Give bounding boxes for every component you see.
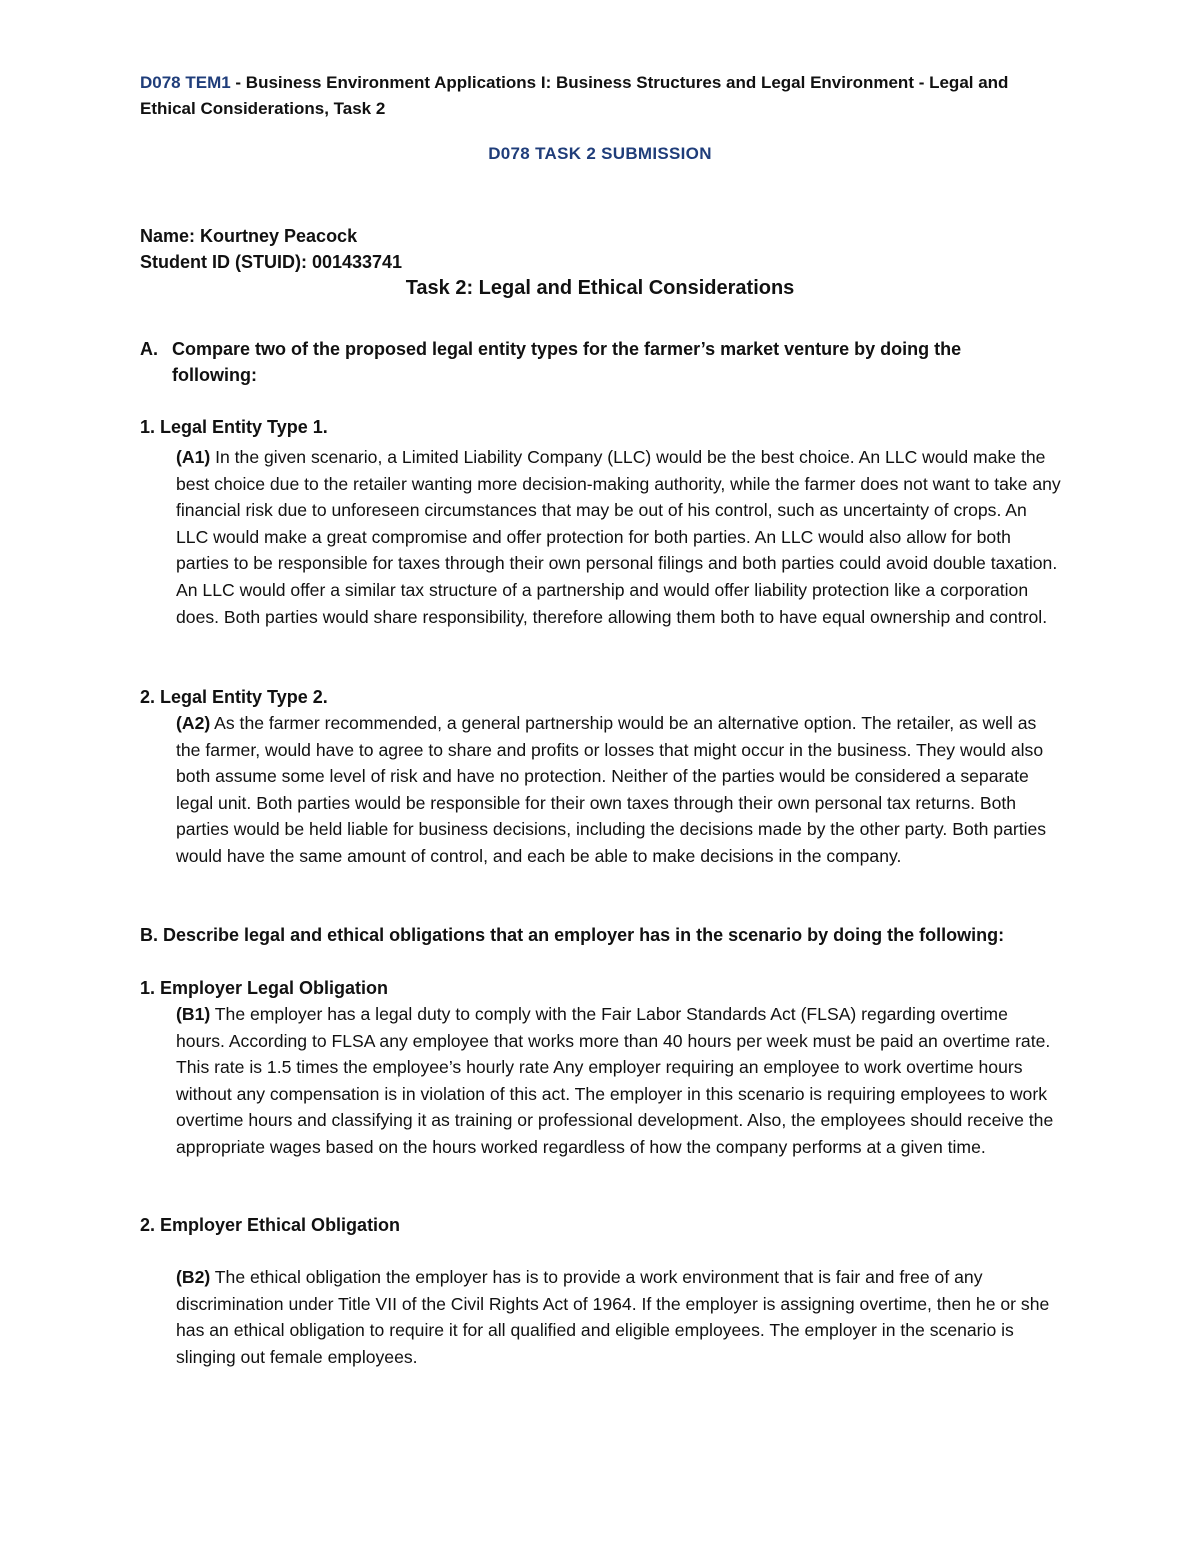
answer-tag: (B1) <box>176 1004 211 1024</box>
answer-tag: (B2) <box>176 1267 211 1287</box>
course-title: - Business Environment Applications I: Business Structures and Legal Environment - Legal and Ethical Considerations, Task 2 <box>140 73 1009 118</box>
answer-text: The ethical obligation the employer has is to provide a work environment that is fair and free of any discrimination under Title VII of the Civil Rights Act of 1964. If the employer is assigning overtime, then he or she has an ethical obligation to require it for all qualified and eligible employees. The employer in the scenario is slinging out female employees. <box>176 1267 1050 1367</box>
ethical-obligation-heading: 2. Employer Ethical Obligation <box>140 1215 401 1235</box>
course-code: D078 TEM1 <box>140 73 231 92</box>
section-a-label: A. <box>140 339 158 359</box>
document-header <box>140 70 1060 122</box>
legal-obligation-heading: 1. Employer Legal Obligation <box>140 978 389 998</box>
task-title: Task 2: Legal and Ethical Considerations <box>405 277 795 299</box>
answer-tag: (A1) <box>176 447 211 467</box>
section-a-question <box>140 336 1040 388</box>
answer-tag: (A2) <box>176 713 211 733</box>
entity-type-1-paragraph <box>176 444 1061 630</box>
section-b-question: B. Describe legal and ethical obligations that an employer has in the scenario by doing the following: <box>140 925 1005 945</box>
answer-text: In the given scenario, a Limited Liability Company (LLC) would be the best choice. An LLC would make the best choice due to the retailer wanting more decision-making authority, while the farmer does not want to take any financial risk due to unforeseen circumstances that may be out of his control, such as uncertainty of crops. An LLC would make a great compromise and offer protection for both parties. An LLC would also allow for both parties to be responsible for taxes through their own personal filings and both parties could avoid double taxation. An LLC would offer a similar tax structure of a partnership and would offer liability protection like a corporation does. Both parties would share responsibility, therefore allowing them both to have equal ownership and control. <box>176 447 1061 627</box>
entity-type-2-heading: 2. Legal Entity Type 2. <box>140 687 328 707</box>
answer-text: The employer has a legal duty to comply with the Fair Labor Standards Act (FLSA) regarding overtime hours. According to FLSA any employee that works more than 40 hours per week must be paid an overtime rate. This rate is 1.5 times the employee’s hourly rate Any employer requiring an employee to work overtime hours without any compensation is in violation of this act. The employer in this scenario is requiring employees to work overtime hours and classifying it as training or professional development. Also, the employees should receive the appropriate wages based on the hours worked regardless of how the company performs at a given time. <box>176 1004 1054 1157</box>
entity-type-2-paragraph <box>176 710 1061 870</box>
submission-title: D078 TASK 2 SUBMISSION <box>488 144 712 163</box>
student-id: Student ID (STUID): 001433741 <box>140 252 403 272</box>
legal-obligation-paragraph <box>176 1001 1061 1161</box>
ethical-obligation-paragraph <box>176 1264 1061 1370</box>
student-name: Name: Kourtney Peacock <box>140 226 358 246</box>
answer-text: As the farmer recommended, a general partnership would be an alternative option. The retailer, as well as the farmer, would have to agree to share and profits or losses that might occur in the business. They would also both assume some level of risk and have no protection. Neither of the parties would be considered a separate legal unit. Both parties would be responsible for their own taxes through their own personal tax returns. Both parties would be held liable for business decisions, including the decisions made by the other party. Both parties would have the same amount of control, and each be able to make decisions in the company. <box>176 713 1047 866</box>
section-a-question-text: Compare two of the proposed legal entity types for the farmer’s market venture by doing the following: <box>172 339 962 385</box>
entity-type-1-heading: 1. Legal Entity Type 1. <box>140 417 328 437</box>
